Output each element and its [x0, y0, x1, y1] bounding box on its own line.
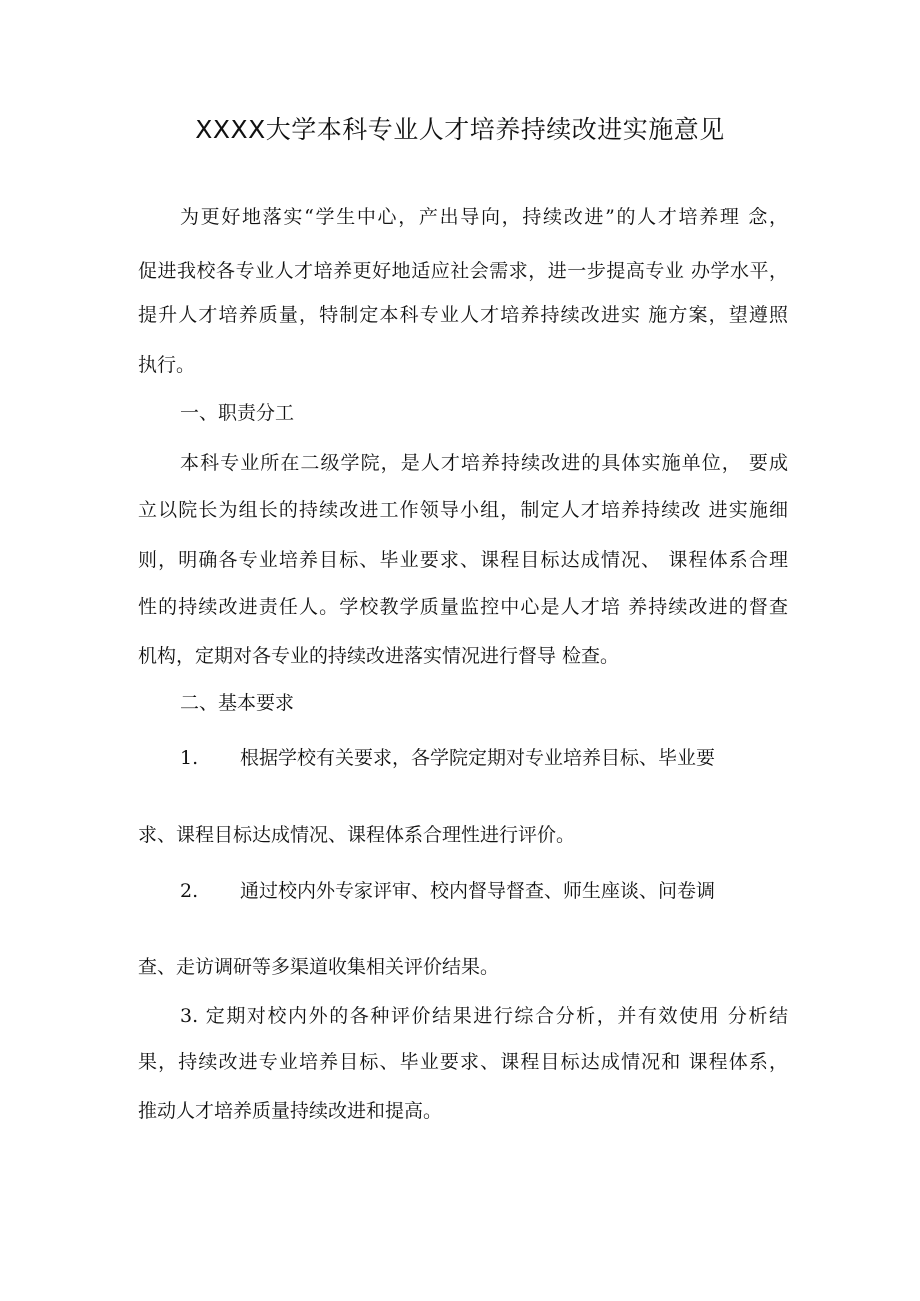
intro-line-4: 执行。 — [138, 354, 196, 376]
section-1-line-4: 性的持续改进责任人。学校教学质量监控中心是人才培 养持续改进的督查 — [138, 596, 788, 618]
section-2-heading: 二、基本要求 — [180, 692, 295, 714]
item-3-line-3: 推动人才培养质量持续改进和提高。 — [138, 1100, 443, 1122]
item-3-line-2: 果，持续改进专业培养目标、毕业要求、课程目标达成情况和 课程体系， — [138, 1051, 788, 1073]
item-1-number: 1. — [180, 747, 199, 769]
intro-line-2: 促进我校各专业人才培养更好地适应社会需求，进一步提高专业 办学水平， — [138, 260, 788, 282]
item-2-number: 2. — [180, 880, 199, 902]
section-1-line-3: 则，明确各专业培养目标、毕业要求、课程目标达成情况、 课程体系合理 — [138, 549, 788, 571]
document-title: XXXX大学本科专业人才培养持续改进实施意见 — [195, 115, 725, 144]
item-3-line-1: 3. 定期对校内外的各种评价结果进行综合分析，并有效使用 分析结 — [180, 1005, 788, 1027]
section-1-line-1: 本科专业所在二级学院，是人才培养持续改进的具体实施单位， 要成 — [180, 452, 788, 474]
item-2-text: 通过校内外专家评审、校内督导督查、师生座谈、问卷调 — [240, 880, 716, 902]
item-1-continuation: 求、课程目标达成情况、课程体系合理性进行评价。 — [138, 824, 576, 846]
item-2-line — [180, 876, 788, 906]
item-1-text: 根据学校有关要求，各学院定期对专业培养目标、毕业要 — [240, 747, 716, 769]
section-1-heading: 一、职责分工 — [180, 402, 295, 424]
item-2-continuation: 查、走访调研等多渠道收集相关评价结果。 — [138, 956, 500, 978]
item-1-line — [180, 743, 788, 773]
intro-line-3: 提升人才培养质量，特制定本科专业人才培养持续改进实 施方案，望遵照 — [138, 304, 788, 326]
intro-line-1: 为更好地落实“学生中心，产出导向，持续改进”的人才培养理 念， — [180, 206, 788, 228]
section-1-line-5: 机构，定期对各专业的持续改进落实情况进行督导 检查。 — [138, 645, 620, 667]
section-1-line-2: 立以院长为组长的持续改进工作领导小组，制定人才培养持续改 进实施细 — [138, 499, 788, 521]
